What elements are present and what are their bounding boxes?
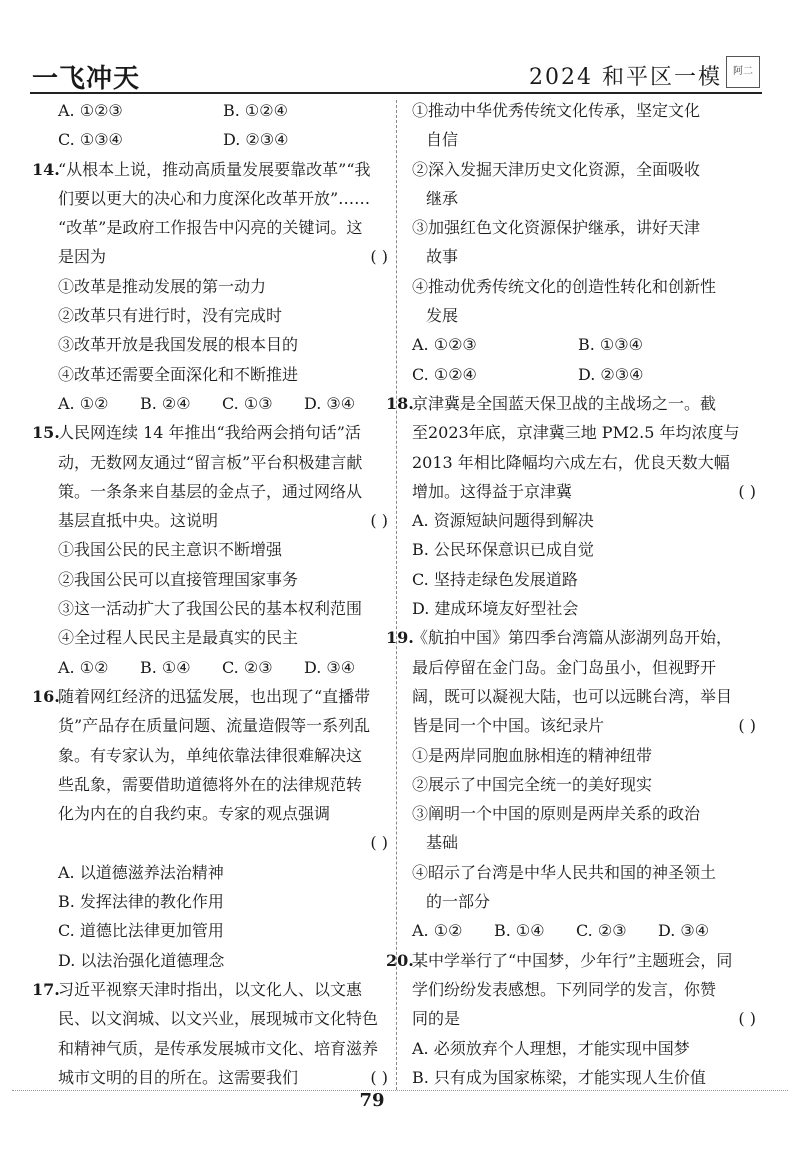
- option-b: B. ①③④: [578, 335, 643, 355]
- question-text: 2013 年相比降幅均六成左右，优良天数大幅: [412, 452, 730, 472]
- statement-item: ②改革只有进行时，没有完成时: [58, 306, 283, 326]
- statement-item: 发展: [426, 306, 459, 326]
- option-b: B. ①②④: [223, 101, 288, 120]
- statement-item: 自信: [426, 130, 459, 150]
- question-number: 17.: [32, 979, 60, 999]
- column-divider: [396, 100, 397, 1090]
- answer-blank: ( ): [370, 833, 388, 853]
- statement-item: 的一部分: [426, 892, 491, 912]
- option-a: A. 以道德滋养法治精神: [58, 862, 224, 882]
- question-text: 和精神气质，是传承发展城市文化、培育滋养: [58, 1038, 379, 1058]
- question-17: [32, 975, 388, 1092]
- stamp-mark: 阿二: [726, 56, 760, 88]
- exam-title: 2024 和平区一模: [529, 65, 722, 90]
- statement-item: ③改革开放是我国发展的根本目的: [58, 335, 299, 355]
- question-text: “改革”是政府工作报告中闪亮的关键词。这: [58, 218, 363, 238]
- statement-item: ④改革还需要全面深化和不断推进: [58, 364, 299, 384]
- statement-item: ④昭示了台湾是中华人民共和国的神圣领土: [412, 862, 717, 882]
- question-14: [32, 155, 388, 419]
- option-c: C. ①③: [222, 393, 273, 413]
- question-text: 皆是同一个中国。该纪录片: [412, 716, 605, 736]
- question-text: 学们纷纷发表感想。下列同学的发言，你赞: [412, 979, 717, 999]
- option-b: B. 发挥法律的教化作用: [58, 892, 224, 912]
- answer-blank: ( ): [370, 1067, 388, 1087]
- q13-options: [58, 96, 388, 125]
- statement-item: ②深入发掘天津历史文化资源，全面吸收: [412, 159, 701, 179]
- question-19: [386, 623, 756, 945]
- option-d: D. 建成环境友好型社会: [412, 599, 579, 619]
- brand-logo-text: 一飞冲天: [32, 64, 141, 94]
- option-b: B. ①④: [494, 921, 545, 941]
- option-c: C. ②③: [222, 657, 273, 677]
- option-a: A. 资源短缺问题得到解决: [412, 511, 594, 531]
- option-d: D. ②③④: [223, 130, 289, 150]
- option-c: C. ①②④: [412, 364, 477, 384]
- statement-item: ③加强红色文化资源保护继承，讲好天津: [412, 218, 701, 238]
- option-b: B. ②④: [140, 393, 191, 413]
- statement-item: ①是两岸同胞血脉相连的精神纽带: [412, 745, 653, 765]
- question-text: 民、以文润城、以文兴业，展现城市文化特色: [58, 1009, 379, 1029]
- option-b: B. ①④: [140, 657, 191, 677]
- question-text: 货”产品存在质量问题、流量造假等一系列乱: [58, 716, 371, 736]
- option-a: A. ①②③: [58, 101, 123, 120]
- question-number: 14.: [32, 159, 60, 179]
- statement-item: ④推动优秀传统文化的创造性转化和创新性: [412, 276, 717, 296]
- question-text: 京津冀是全国蓝天保卫战的主战场之一。截: [412, 393, 717, 413]
- question-text: 习近平视察天津时指出，以文化人、以文惠: [58, 979, 363, 999]
- statement-item: ①推动中华优秀传统文化传承，坚定文化: [412, 101, 701, 120]
- page-number: 79: [359, 1090, 385, 1111]
- option-d: D. ③④: [658, 921, 710, 941]
- question-text: 化为内在的自我约束。专家的观点强调: [58, 804, 331, 824]
- question-17-continued: [412, 96, 756, 389]
- option-d: D. ②③④: [578, 364, 644, 384]
- question-20: [386, 946, 756, 1092]
- statement-item: ②我国公民可以直接管理国家事务: [58, 569, 299, 589]
- answer-blank: ( ): [738, 1009, 756, 1029]
- statement-item: 基础: [426, 833, 459, 853]
- q14-options: [58, 389, 388, 418]
- statement-item: ③这一活动扩大了我国公民的基本权利范围: [58, 599, 363, 619]
- question-text: 动，无数网友通过“留言板”平台积极建言献: [58, 452, 363, 472]
- question-text: 基层直抵中央。这说明: [58, 511, 219, 531]
- option-c: C. 坚持走绿色发展道路: [412, 569, 578, 589]
- question-number: 16.: [32, 686, 60, 706]
- question-text: 们要以更大的决心和力度深化改革开放”……: [58, 188, 371, 208]
- page-header: [0, 0, 800, 92]
- right-column: [386, 96, 756, 1092]
- option-c: C. ②③: [576, 921, 627, 941]
- left-column: [32, 96, 388, 1092]
- header-rule: [30, 92, 762, 94]
- option-a: A. ①②: [412, 921, 463, 941]
- answer-blank: ( ): [738, 716, 756, 736]
- question-15: [32, 418, 388, 682]
- answer-blank: ( ): [738, 481, 756, 501]
- option-c: C. 道德比法律更加管用: [58, 921, 224, 941]
- answer-blank: ( ): [370, 511, 388, 531]
- statement-item: 故事: [426, 247, 459, 267]
- option-b: B. 只有成为国家栋梁，才能实现人生价值: [412, 1067, 706, 1087]
- question-text: 同的是: [412, 1009, 461, 1029]
- footer-rule: [12, 1090, 788, 1091]
- question-text: 象。有专家认为，单纯依靠法律很难解决这: [58, 745, 363, 765]
- question-text: “从根本上说，推动高质量发展要靠改革”“我: [58, 159, 371, 179]
- option-a: A. ①②: [58, 393, 109, 413]
- option-a: A. ①②: [58, 657, 109, 677]
- option-b: B. 公民环保意识已成自觉: [412, 540, 594, 560]
- statement-item: ③阐明一个中国的原则是两岸关系的政治: [412, 804, 701, 824]
- question-text: 最后停留在金门岛。金门岛虽小，但视野开: [412, 657, 717, 677]
- question-18: [386, 389, 756, 623]
- q17-options-2: [412, 360, 756, 389]
- statement-item: ②展示了中国完全统一的美好现实: [412, 774, 653, 794]
- question-number: 18.: [386, 393, 414, 413]
- question-text: 某中学举行了“中国梦，少年行”主题班会，同: [412, 950, 733, 970]
- question-text: 至2023年底，京津冀三地 PM2.5 年均浓度与: [412, 423, 740, 443]
- question-text: 《航拍中国》第四季台湾篇从澎湖列岛开始，: [412, 628, 733, 648]
- option-a: A. ①②③: [412, 335, 477, 355]
- question-number: 19.: [386, 628, 414, 648]
- question-text: 人民网连续 14 年推出“我给两会捎句话”活: [58, 423, 361, 443]
- q15-options: [58, 653, 388, 682]
- q13-options-2: [58, 125, 388, 154]
- q19-options: [412, 916, 756, 945]
- option-d: D. ③④: [304, 657, 356, 677]
- question-text: 些乱象，需要借助道德将外在的法律规范转: [58, 774, 363, 794]
- q17-options: [412, 330, 756, 359]
- statement-item: ①改革是推动发展的第一动力: [58, 276, 267, 296]
- option-d: D. ③④: [304, 393, 356, 413]
- question-number: 15.: [32, 423, 60, 443]
- question-text: 策。一条条来自基层的金点子，通过网络从: [58, 481, 363, 501]
- question-text: 阔，既可以凝视大陆，也可以远眺台湾，举目: [412, 686, 733, 706]
- option-c: C. ①③④: [58, 130, 123, 150]
- option-a: A. 必须放弃个人理想，才能实现中国梦: [412, 1038, 690, 1058]
- question-text: 是因为: [58, 247, 107, 267]
- option-d: D. 以法治强化道德理念: [58, 950, 225, 970]
- statement-item: 继承: [426, 188, 459, 208]
- statement-item: ①我国公民的民主意识不断增强: [58, 540, 283, 560]
- question-text: 增加。这得益于京津冀: [412, 481, 573, 501]
- question-text: 随着网红经济的迅猛发展，也出现了“直播带: [58, 686, 371, 706]
- question-number: 20.: [386, 950, 414, 970]
- answer-blank: ( ): [370, 247, 388, 267]
- statement-item: ④全过程人民民主是最真实的民主: [58, 628, 299, 648]
- question-16: [32, 682, 388, 975]
- question-text: 城市文明的目的所在。这需要我们: [58, 1067, 299, 1087]
